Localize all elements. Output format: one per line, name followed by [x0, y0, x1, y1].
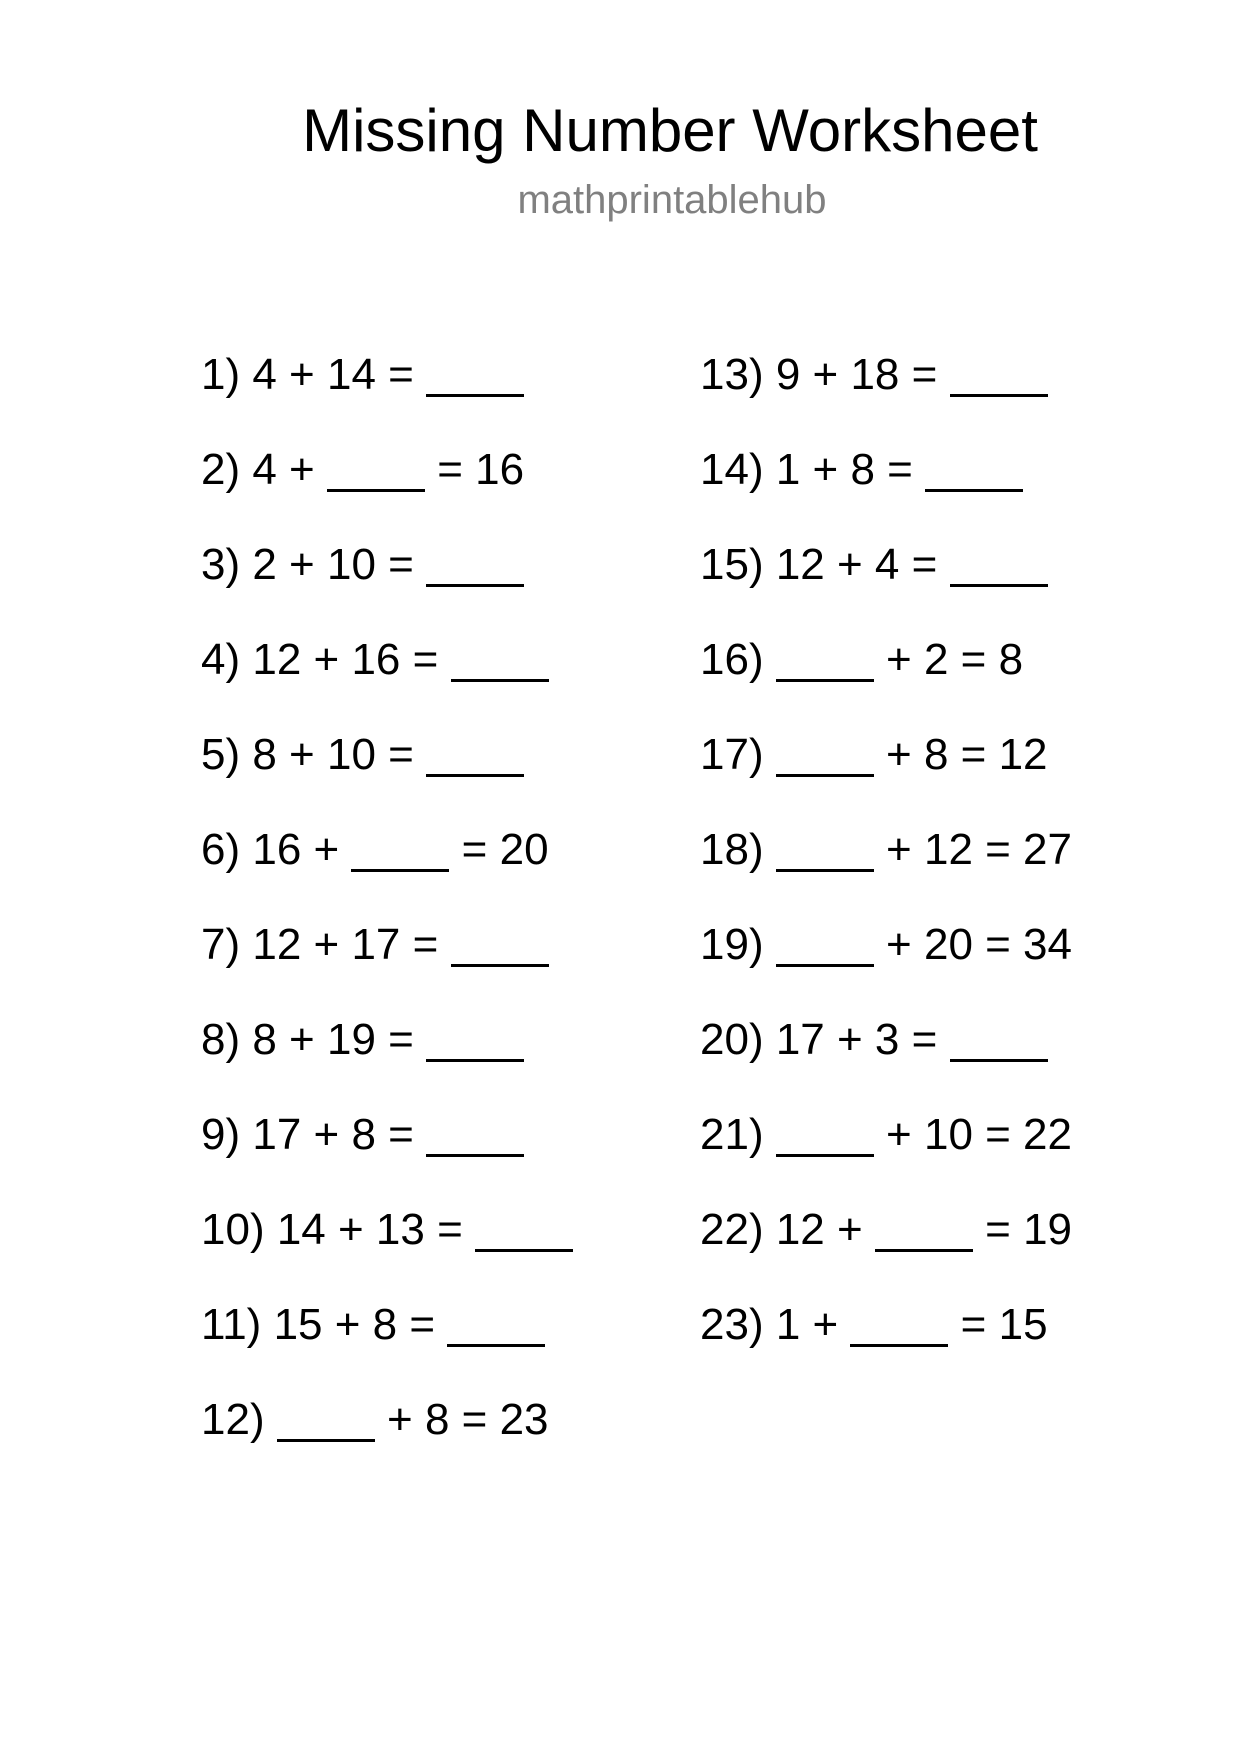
problem-15 [700, 539, 1072, 634]
answer-blank[interactable] [925, 452, 1023, 492]
problem-label: 14) [700, 445, 764, 494]
problem-after: + 20 = 34 [873, 920, 1072, 969]
problem-column-left [201, 349, 573, 1489]
problem-before: 17 + 8 = [252, 1110, 427, 1159]
problem-label: 9) [201, 1110, 241, 1159]
problem-20 [700, 1014, 1072, 1109]
problem-1 [201, 349, 573, 444]
answer-blank[interactable] [426, 1022, 524, 1062]
problem-before: 8 + 19 = [252, 1015, 427, 1064]
problem-label: 22) [700, 1205, 764, 1254]
answer-blank[interactable] [351, 832, 449, 872]
problem-before: 2 + 10 = [252, 540, 427, 589]
problem-label: 18) [700, 825, 764, 874]
problem-label: 7) [201, 920, 241, 969]
problem-after: = 20 [449, 825, 549, 874]
answer-blank[interactable] [327, 452, 425, 492]
problem-before: 4 + 14 = [252, 350, 427, 399]
problem-label: 8) [201, 1015, 241, 1064]
answer-blank[interactable] [776, 1117, 874, 1157]
problem-before: 12 + 16 = [252, 635, 451, 684]
answer-blank[interactable] [426, 547, 524, 587]
problem-label: 15) [700, 540, 764, 589]
problem-before: 8 + 10 = [252, 730, 427, 779]
problem-label: 2) [201, 445, 241, 494]
answer-blank[interactable] [426, 737, 524, 777]
problem-17 [700, 729, 1072, 824]
problem-19 [700, 919, 1072, 1014]
problem-4 [201, 634, 573, 729]
problem-11 [201, 1299, 573, 1394]
answer-blank[interactable] [875, 1212, 973, 1252]
answer-blank[interactable] [850, 1307, 948, 1347]
problem-before: 16 + [252, 825, 352, 874]
answer-blank[interactable] [447, 1307, 545, 1347]
problem-column-right [700, 349, 1072, 1394]
problem-8 [201, 1014, 573, 1109]
problem-before: 14 + 13 = [276, 1205, 475, 1254]
problem-before: 12 + 4 = [775, 540, 950, 589]
worksheet-title: Missing Number Worksheet [302, 97, 1038, 164]
problem-label: 13) [700, 350, 764, 399]
answer-blank[interactable] [426, 1117, 524, 1157]
answer-blank[interactable] [475, 1212, 573, 1252]
problem-before: 12 + [775, 1205, 875, 1254]
answer-blank[interactable] [451, 642, 549, 682]
problem-10 [201, 1204, 573, 1299]
problem-22 [700, 1204, 1072, 1299]
problem-3 [201, 539, 573, 634]
problem-label: 1) [201, 350, 241, 399]
problem-label: 3) [201, 540, 241, 589]
problem-before: 15 + 8 = [273, 1300, 448, 1349]
problem-label: 12) [201, 1395, 265, 1444]
problem-6 [201, 824, 573, 919]
problem-21 [700, 1109, 1072, 1204]
answer-blank[interactable] [950, 1022, 1048, 1062]
problem-label: 11) [201, 1300, 262, 1349]
problem-after: + 2 = 8 [873, 635, 1024, 684]
answer-blank[interactable] [277, 1402, 375, 1442]
problem-after: + 12 = 27 [873, 825, 1072, 874]
problem-5 [201, 729, 573, 824]
answer-blank[interactable] [776, 927, 874, 967]
answer-blank[interactable] [426, 357, 524, 397]
problem-7 [201, 919, 573, 1014]
problem-after: + 8 = 23 [374, 1395, 549, 1444]
problem-before: 9 + 18 = [775, 350, 950, 399]
problem-label: 21) [700, 1110, 764, 1159]
answer-blank[interactable] [776, 832, 874, 872]
problem-before: 12 + 17 = [252, 920, 451, 969]
answer-blank[interactable] [950, 547, 1048, 587]
problem-label: 6) [201, 825, 241, 874]
problem-after: + 10 = 22 [873, 1110, 1072, 1159]
problem-18 [700, 824, 1072, 919]
answer-blank[interactable] [776, 737, 874, 777]
problem-14 [700, 444, 1072, 539]
answer-blank[interactable] [451, 927, 549, 967]
problem-after: = 15 [948, 1300, 1048, 1349]
problem-16 [700, 634, 1072, 729]
problem-label: 17) [700, 730, 764, 779]
answer-blank[interactable] [776, 642, 874, 682]
problem-12 [201, 1394, 573, 1489]
problem-after: + 8 = 12 [873, 730, 1048, 779]
problem-label: 4) [201, 635, 241, 684]
problem-13 [700, 349, 1072, 444]
problem-label: 16) [700, 635, 764, 684]
problem-label: 10) [201, 1205, 265, 1254]
problem-label: 5) [201, 730, 241, 779]
problem-before: 1 + 8 = [775, 445, 926, 494]
problem-before: 1 + [775, 1300, 851, 1349]
problem-before: 4 + [252, 445, 327, 494]
problem-after: = 19 [972, 1205, 1073, 1254]
problem-23 [700, 1299, 1072, 1394]
problem-after: = 16 [424, 445, 525, 494]
problem-2 [201, 444, 573, 539]
problem-label: 19) [700, 920, 764, 969]
problem-label: 23) [700, 1300, 764, 1349]
problem-label: 20) [700, 1015, 764, 1064]
problem-before: 17 + 3 = [775, 1015, 950, 1064]
problem-9 [201, 1109, 573, 1204]
worksheet-subtitle: mathprintablehub [517, 178, 827, 222]
answer-blank[interactable] [950, 357, 1048, 397]
